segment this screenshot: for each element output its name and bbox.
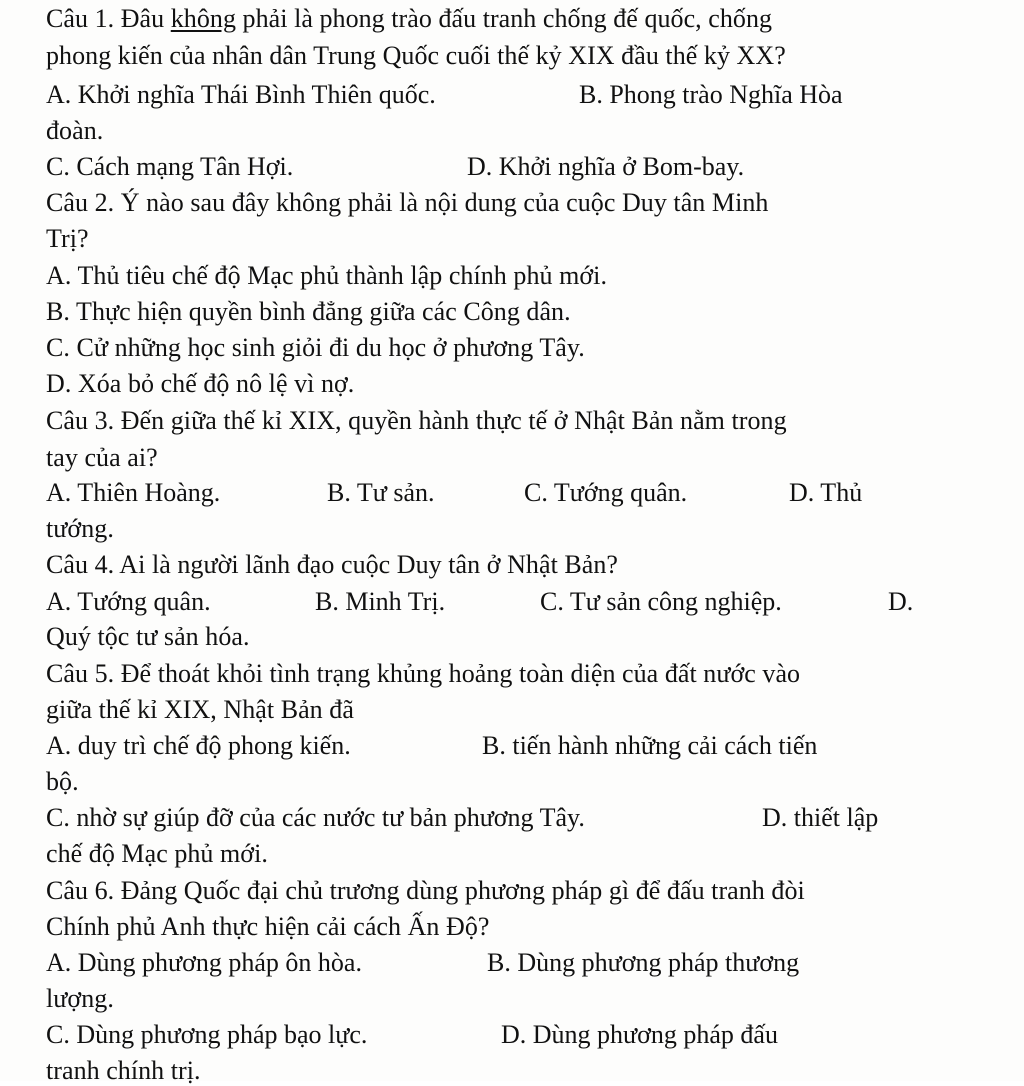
question-1-option-a: A. Khởi nghĩa Thái Bình Thiên quốc. [46, 80, 436, 109]
question-6-line-1: Câu 6. Đảng Quốc đại chủ trương dùng phương pháp gì để đấu tranh đòi [46, 876, 805, 905]
question-1-line-1 [46, 4, 772, 34]
question-6-option-b: B. Dùng phương pháp thương [487, 948, 800, 977]
question-3-option-c: C. Tướng quân. [524, 478, 688, 507]
question-2-line-2: Trị? [46, 224, 89, 253]
question-1-line-1-rest: phải là phong trào đấu tranh chống đế quốc, chống [236, 4, 773, 33]
question-3-option-d-cont: tướng. [46, 514, 114, 543]
question-4-option-b: B. Minh Trị. [315, 587, 446, 616]
question-5-option-b: B. tiến hành những cải cách tiến [482, 731, 818, 760]
question-4-option-d-cont: Quý tộc tư sản hóa. [46, 622, 250, 651]
question-3-option-b: B. Tư sản. [327, 478, 435, 507]
question-6-option-d: D. Dùng phương pháp đấu [501, 1020, 778, 1049]
question-6-option-a: A. Dùng phương pháp ôn hòa. [46, 948, 362, 977]
question-1-line-2: phong kiến của nhân dân Trung Quốc cuối thế kỷ XIX đầu thế kỷ XX? [46, 41, 786, 70]
question-1-option-d: D. Khởi nghĩa ở Bom-bay. [467, 152, 745, 181]
question-3-line-1: Câu 3. Đến giữa thế kỉ XIX, quyền hành thực tế ở Nhật Bản nằm trong [46, 406, 787, 435]
question-2-line-1: Câu 2. Ý nào sau đây không phải là nội dung của cuộc Duy tân Minh [46, 188, 769, 217]
question-2-option-d: D. Xóa bỏ chế độ nô lệ vì nợ. [46, 369, 355, 398]
question-2-option-c: C. Cử những học sinh giỏi đi du học ở phương Tây. [46, 333, 585, 362]
question-5-line-2: giữa thế kỉ XIX, Nhật Bản đã [46, 695, 354, 724]
question-2-option-b: B. Thực hiện quyền bình đẳng giữa các Công dân. [46, 297, 571, 326]
question-1-emphasis: không [170, 4, 236, 33]
question-1-option-b-cont: đoàn. [46, 116, 104, 145]
question-4-option-d: D. [888, 587, 914, 616]
question-5-option-d-cont: chế độ Mạc phủ mới. [46, 839, 268, 868]
question-5-line-1: Câu 5. Để thoát khỏi tình trạng khủng hoảng toàn diện của đất nước vào [46, 659, 801, 688]
question-2-option-a: A. Thủ tiêu chế độ Mạc phủ thành lập chính phủ mới. [46, 261, 607, 290]
question-5-option-a: A. duy trì chế độ phong kiến. [46, 731, 351, 760]
question-6-option-c: C. Dùng phương pháp bạo lực. [46, 1020, 368, 1049]
question-4-line-1: Câu 4. Ai là người lãnh đạo cuộc Duy tân ở Nhật Bản? [46, 550, 619, 579]
question-4-option-c: C. Tư sản công nghiệp. [540, 587, 782, 616]
question-6-option-b-cont: lượng. [46, 984, 114, 1013]
question-1-option-c: C. Cách mạng Tân Hợi. [46, 152, 294, 181]
question-1-option-b: B. Phong trào Nghĩa Hòa [579, 80, 843, 109]
question-1-prefix: Câu 1. Đâu [46, 4, 171, 33]
question-4-option-a: A. Tướng quân. [46, 587, 211, 616]
question-5-option-b-cont: bộ. [46, 767, 79, 796]
question-3-line-2: tay của ai? [46, 443, 158, 472]
question-5-option-c: C. nhờ sự giúp đỡ của các nước tư bản phương Tây. [46, 803, 585, 832]
question-6-option-d-cont: tranh chính trị. [46, 1056, 201, 1085]
question-3-option-a: A. Thiên Hoàng. [46, 478, 221, 507]
question-5-option-d: D. thiết lập [762, 803, 879, 832]
question-3-option-d: D. Thủ [789, 478, 863, 507]
question-6-line-2: Chính phủ Anh thực hiện cải cách Ấn Độ? [46, 912, 490, 941]
